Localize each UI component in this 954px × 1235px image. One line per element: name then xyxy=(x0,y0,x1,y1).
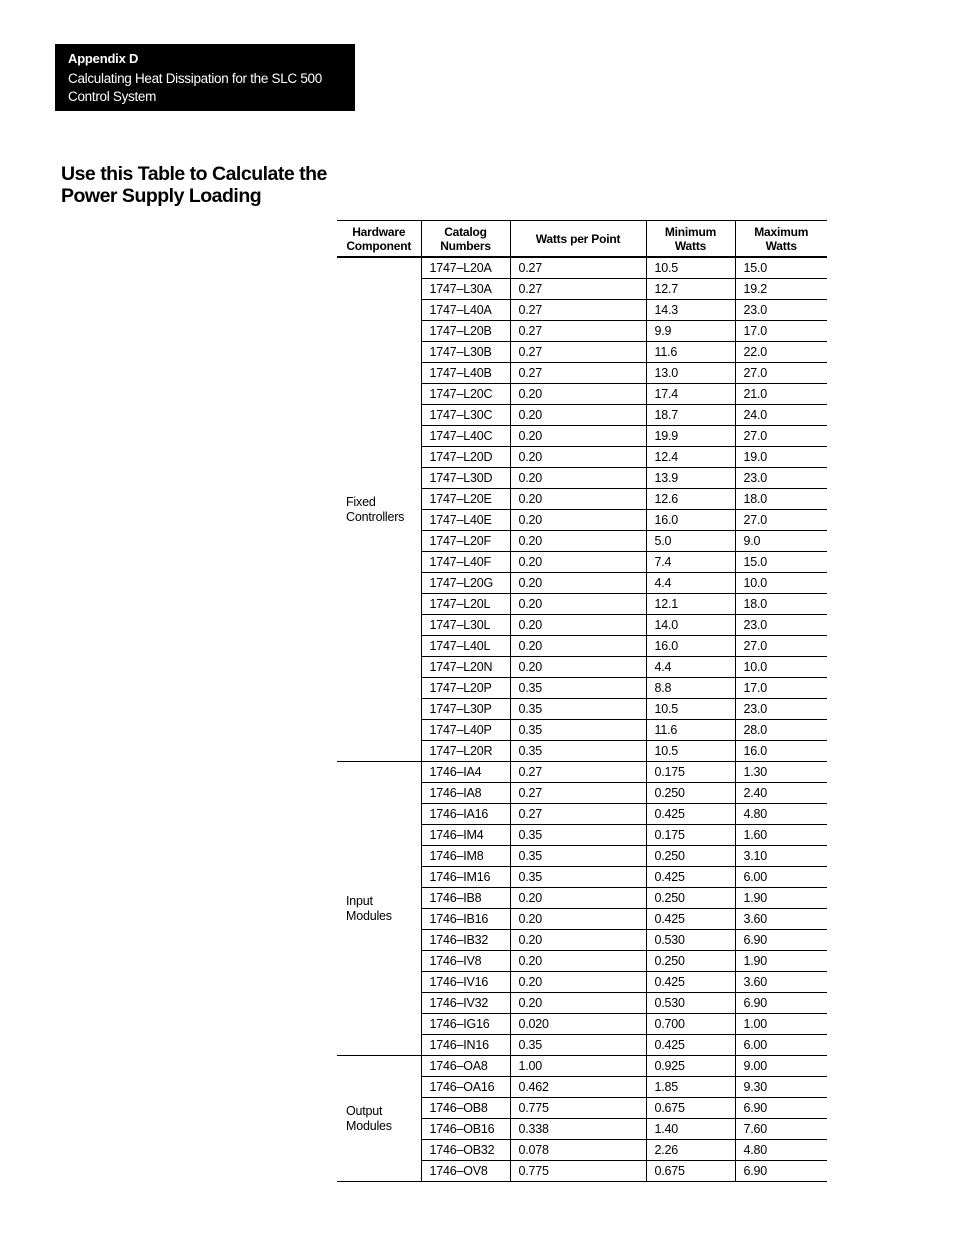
maximum-watts-cell: 10.0 xyxy=(735,657,827,678)
minimum-watts-cell: 5.0 xyxy=(646,531,735,552)
watts-per-point-cell: 0.20 xyxy=(510,594,646,615)
minimum-watts-cell: 0.700 xyxy=(646,1014,735,1035)
watts-per-point-cell: 0.27 xyxy=(510,342,646,363)
minimum-watts-cell: 1.85 xyxy=(646,1077,735,1098)
group-label-cell xyxy=(337,762,421,1056)
watts-per-point-cell: 0.20 xyxy=(510,930,646,951)
maximum-watts-cell: 1.00 xyxy=(735,1014,827,1035)
minimum-watts-cell: 18.7 xyxy=(646,405,735,426)
watts-per-point-cell: 0.35 xyxy=(510,846,646,867)
catalog-number-cell: 1747–L40F xyxy=(421,552,510,573)
minimum-watts-cell: 14.0 xyxy=(646,615,735,636)
watts-per-point-cell: 0.35 xyxy=(510,867,646,888)
maximum-watts-cell: 1.30 xyxy=(735,762,827,783)
catalog-number-cell: 1746–IV32 xyxy=(421,993,510,1014)
maximum-watts-cell: 6.90 xyxy=(735,993,827,1014)
maximum-watts-cell: 10.0 xyxy=(735,573,827,594)
minimum-watts-cell: 13.0 xyxy=(646,363,735,384)
minimum-watts-cell: 16.0 xyxy=(646,636,735,657)
minimum-watts-cell: 0.425 xyxy=(646,1035,735,1056)
watts-per-point-cell: 0.27 xyxy=(510,321,646,342)
watts-per-point-cell: 1.00 xyxy=(510,1056,646,1077)
watts-per-point-cell: 0.775 xyxy=(510,1161,646,1182)
header-hardware-component xyxy=(337,221,421,258)
minimum-watts-cell: 0.250 xyxy=(646,846,735,867)
minimum-watts-cell: 0.175 xyxy=(646,825,735,846)
watts-per-point-cell: 0.35 xyxy=(510,825,646,846)
watts-per-point-cell: 0.338 xyxy=(510,1119,646,1140)
maximum-watts-cell: 4.80 xyxy=(735,1140,827,1161)
catalog-number-cell: 1746–IA8 xyxy=(421,783,510,804)
maximum-watts-cell: 23.0 xyxy=(735,615,827,636)
catalog-number-cell: 1746–OA16 xyxy=(421,1077,510,1098)
catalog-number-cell: 1747–L20F xyxy=(421,531,510,552)
minimum-watts-cell: 0.425 xyxy=(646,804,735,825)
minimum-watts-cell: 1.40 xyxy=(646,1119,735,1140)
catalog-number-cell: 1746–OB8 xyxy=(421,1098,510,1119)
minimum-watts-cell: 13.9 xyxy=(646,468,735,489)
appendix-title-line1: Calculating Heat Dissipation for the SLC 500 xyxy=(68,71,322,86)
watts-per-point-cell: 0.20 xyxy=(510,951,646,972)
maximum-watts-cell: 28.0 xyxy=(735,720,827,741)
section-title-line1: Use this Table to Calculate the xyxy=(61,163,327,185)
watts-per-point-cell: 0.20 xyxy=(510,426,646,447)
maximum-watts-cell: 2.40 xyxy=(735,783,827,804)
header-maximum-watts-line: Watts xyxy=(765,238,797,253)
watts-per-point-cell: 0.35 xyxy=(510,678,646,699)
table-body xyxy=(337,257,827,1182)
catalog-number-cell: 1746–OB32 xyxy=(421,1140,510,1161)
catalog-number-cell: 1747–L20A xyxy=(421,257,510,279)
minimum-watts-cell: 8.8 xyxy=(646,678,735,699)
watts-per-point-cell: 0.35 xyxy=(510,1035,646,1056)
maximum-watts-cell: 22.0 xyxy=(735,342,827,363)
header-watts-per-point xyxy=(510,221,646,258)
watts-per-point-cell: 0.20 xyxy=(510,972,646,993)
catalog-number-cell: 1747–L20P xyxy=(421,678,510,699)
minimum-watts-cell: 0.250 xyxy=(646,888,735,909)
minimum-watts-cell: 7.4 xyxy=(646,552,735,573)
catalog-number-cell: 1746–IM16 xyxy=(421,867,510,888)
watts-per-point-cell: 0.20 xyxy=(510,531,646,552)
watts-per-point-cell: 0.20 xyxy=(510,573,646,594)
group-label-line: Fixed xyxy=(346,494,376,509)
minimum-watts-cell: 12.7 xyxy=(646,279,735,300)
maximum-watts-cell: 1.60 xyxy=(735,825,827,846)
maximum-watts-cell: 6.90 xyxy=(735,930,827,951)
catalog-number-cell: 1747–L20E xyxy=(421,489,510,510)
watts-per-point-cell: 0.27 xyxy=(510,783,646,804)
maximum-watts-cell: 6.00 xyxy=(735,1035,827,1056)
minimum-watts-cell: 11.6 xyxy=(646,342,735,363)
appendix-header xyxy=(55,44,355,111)
maximum-watts-cell: 1.90 xyxy=(735,951,827,972)
minimum-watts-cell: 10.5 xyxy=(646,699,735,720)
watts-per-point-cell: 0.775 xyxy=(510,1098,646,1119)
minimum-watts-cell: 10.5 xyxy=(646,741,735,762)
catalog-number-cell: 1746–IA16 xyxy=(421,804,510,825)
maximum-watts-cell: 1.90 xyxy=(735,888,827,909)
maximum-watts-cell: 9.0 xyxy=(735,531,827,552)
watts-per-point-cell: 0.462 xyxy=(510,1077,646,1098)
appendix-label: Appendix D xyxy=(68,51,139,66)
catalog-number-cell: 1747–L20B xyxy=(421,321,510,342)
header-maximum-watts-line: Maximum xyxy=(754,224,809,239)
catalog-number-cell: 1747–L20C xyxy=(421,384,510,405)
group-label-line: Modules xyxy=(346,908,392,923)
maximum-watts-cell: 24.0 xyxy=(735,405,827,426)
maximum-watts-cell: 7.60 xyxy=(735,1119,827,1140)
minimum-watts-cell: 9.9 xyxy=(646,321,735,342)
maximum-watts-cell: 21.0 xyxy=(735,384,827,405)
catalog-number-cell: 1746–OB16 xyxy=(421,1119,510,1140)
section-title xyxy=(61,163,341,207)
header-catalog-numbers-line: Catalog xyxy=(444,224,487,239)
catalog-number-cell: 1747–L40P xyxy=(421,720,510,741)
catalog-number-cell: 1747–L40B xyxy=(421,363,510,384)
header-minimum-watts xyxy=(646,221,735,258)
catalog-number-cell: 1747–L30D xyxy=(421,468,510,489)
header-hardware-component-line: Component xyxy=(346,238,412,253)
minimum-watts-cell: 0.425 xyxy=(646,909,735,930)
catalog-number-cell: 1747–L20G xyxy=(421,573,510,594)
maximum-watts-cell: 6.90 xyxy=(735,1098,827,1119)
minimum-watts-cell: 0.425 xyxy=(646,972,735,993)
maximum-watts-cell: 18.0 xyxy=(735,489,827,510)
maximum-watts-cell: 19.2 xyxy=(735,279,827,300)
header-minimum-watts-line: Minimum xyxy=(664,224,717,239)
minimum-watts-cell: 0.175 xyxy=(646,762,735,783)
watts-per-point-cell: 0.27 xyxy=(510,279,646,300)
watts-per-point-cell: 0.20 xyxy=(510,405,646,426)
maximum-watts-cell: 19.0 xyxy=(735,447,827,468)
watts-per-point-cell: 0.20 xyxy=(510,993,646,1014)
catalog-number-cell: 1746–IA4 xyxy=(421,762,510,783)
maximum-watts-cell: 27.0 xyxy=(735,510,827,531)
catalog-number-cell: 1746–IM4 xyxy=(421,825,510,846)
maximum-watts-cell: 23.0 xyxy=(735,468,827,489)
catalog-number-cell: 1747–L20D xyxy=(421,447,510,468)
minimum-watts-cell: 0.925 xyxy=(646,1056,735,1077)
maximum-watts-cell: 23.0 xyxy=(735,699,827,720)
maximum-watts-cell: 3.60 xyxy=(735,909,827,930)
maximum-watts-cell: 27.0 xyxy=(735,363,827,384)
watts-per-point-cell: 0.27 xyxy=(510,363,646,384)
catalog-number-cell: 1746–OV8 xyxy=(421,1161,510,1182)
minimum-watts-cell: 0.530 xyxy=(646,993,735,1014)
watts-per-point-cell: 0.27 xyxy=(510,300,646,321)
group-label-cell xyxy=(337,257,421,762)
maximum-watts-cell: 3.60 xyxy=(735,972,827,993)
minimum-watts-cell: 12.1 xyxy=(646,594,735,615)
catalog-number-cell: 1747–L40L xyxy=(421,636,510,657)
catalog-number-cell: 1747–L30A xyxy=(421,279,510,300)
maximum-watts-cell: 16.0 xyxy=(735,741,827,762)
minimum-watts-cell: 0.675 xyxy=(646,1161,735,1182)
watts-per-point-cell: 0.20 xyxy=(510,468,646,489)
watts-per-point-cell: 0.35 xyxy=(510,699,646,720)
maximum-watts-cell: 27.0 xyxy=(735,426,827,447)
watts-per-point-cell: 0.20 xyxy=(510,384,646,405)
maximum-watts-cell: 18.0 xyxy=(735,594,827,615)
table-row xyxy=(337,762,827,783)
minimum-watts-cell: 0.250 xyxy=(646,783,735,804)
watts-per-point-cell: 0.20 xyxy=(510,552,646,573)
minimum-watts-cell: 12.6 xyxy=(646,489,735,510)
minimum-watts-cell: 0.530 xyxy=(646,930,735,951)
watts-per-point-cell: 0.27 xyxy=(510,257,646,279)
catalog-number-cell: 1747–L30P xyxy=(421,699,510,720)
watts-per-point-cell: 0.20 xyxy=(510,447,646,468)
appendix-title xyxy=(68,70,342,106)
catalog-number-cell: 1747–L40C xyxy=(421,426,510,447)
watts-per-point-cell: 0.020 xyxy=(510,1014,646,1035)
catalog-number-cell: 1747–L20N xyxy=(421,657,510,678)
watts-per-point-cell: 0.27 xyxy=(510,804,646,825)
minimum-watts-cell: 12.4 xyxy=(646,447,735,468)
group-label-line: Input xyxy=(346,893,373,908)
catalog-number-cell: 1746–IB16 xyxy=(421,909,510,930)
minimum-watts-cell: 10.5 xyxy=(646,257,735,279)
table-header-row xyxy=(337,221,827,258)
watts-per-point-cell: 0.20 xyxy=(510,636,646,657)
minimum-watts-cell: 2.26 xyxy=(646,1140,735,1161)
watts-per-point-cell: 0.35 xyxy=(510,741,646,762)
minimum-watts-cell: 19.9 xyxy=(646,426,735,447)
header-catalog-numbers-line: Numbers xyxy=(440,238,491,253)
catalog-number-cell: 1746–IB8 xyxy=(421,888,510,909)
header-watts-per-point-line: Watts per Point xyxy=(535,231,621,246)
header-maximum-watts xyxy=(735,221,827,258)
watts-per-point-cell: 0.35 xyxy=(510,720,646,741)
table-row xyxy=(337,1056,827,1077)
table-row xyxy=(337,257,827,279)
minimum-watts-cell: 17.4 xyxy=(646,384,735,405)
minimum-watts-cell: 0.250 xyxy=(646,951,735,972)
header-minimum-watts-line: Watts xyxy=(674,238,707,253)
maximum-watts-cell: 17.0 xyxy=(735,321,827,342)
watts-per-point-cell: 0.078 xyxy=(510,1140,646,1161)
catalog-number-cell: 1746–IB32 xyxy=(421,930,510,951)
catalog-number-cell: 1746–IM8 xyxy=(421,846,510,867)
power-supply-loading-table xyxy=(337,220,827,1182)
catalog-number-cell: 1747–L30C xyxy=(421,405,510,426)
catalog-number-cell: 1747–L30L xyxy=(421,615,510,636)
maximum-watts-cell: 15.0 xyxy=(735,552,827,573)
maximum-watts-cell: 17.0 xyxy=(735,678,827,699)
group-label-line: Controllers xyxy=(346,509,405,524)
maximum-watts-cell: 9.00 xyxy=(735,1056,827,1077)
maximum-watts-cell: 4.80 xyxy=(735,804,827,825)
catalog-number-cell: 1747–L40E xyxy=(421,510,510,531)
minimum-watts-cell: 4.4 xyxy=(646,657,735,678)
minimum-watts-cell: 4.4 xyxy=(646,573,735,594)
maximum-watts-cell: 3.10 xyxy=(735,846,827,867)
catalog-number-cell: 1746–IV16 xyxy=(421,972,510,993)
group-label-cell xyxy=(337,1056,421,1182)
catalog-number-cell: 1746–IV8 xyxy=(421,951,510,972)
maximum-watts-cell: 23.0 xyxy=(735,300,827,321)
maximum-watts-cell: 15.0 xyxy=(735,257,827,279)
catalog-number-cell: 1747–L20R xyxy=(421,741,510,762)
group-label-line: Modules xyxy=(346,1118,392,1133)
catalog-number-cell: 1747–L40A xyxy=(421,300,510,321)
watts-per-point-cell: 0.20 xyxy=(510,615,646,636)
watts-per-point-cell: 0.20 xyxy=(510,909,646,930)
catalog-number-cell: 1746–OA8 xyxy=(421,1056,510,1077)
header-catalog-numbers xyxy=(421,221,510,258)
maximum-watts-cell: 27.0 xyxy=(735,636,827,657)
section-title-line2: Power Supply Loading xyxy=(61,185,262,207)
minimum-watts-cell: 16.0 xyxy=(646,510,735,531)
watts-per-point-cell: 0.20 xyxy=(510,510,646,531)
group-label-line: Output xyxy=(346,1103,383,1118)
watts-per-point-cell: 0.20 xyxy=(510,888,646,909)
appendix-title-line2: Control System xyxy=(68,89,157,104)
catalog-number-cell: 1747–L20L xyxy=(421,594,510,615)
minimum-watts-cell: 11.6 xyxy=(646,720,735,741)
minimum-watts-cell: 14.3 xyxy=(646,300,735,321)
table-header xyxy=(337,221,827,258)
watts-per-point-cell: 0.20 xyxy=(510,657,646,678)
watts-per-point-cell: 0.27 xyxy=(510,762,646,783)
catalog-number-cell: 1747–L30B xyxy=(421,342,510,363)
minimum-watts-cell: 0.675 xyxy=(646,1098,735,1119)
maximum-watts-cell: 6.90 xyxy=(735,1161,827,1182)
maximum-watts-cell: 6.00 xyxy=(735,867,827,888)
minimum-watts-cell: 0.425 xyxy=(646,867,735,888)
catalog-number-cell: 1746–IN16 xyxy=(421,1035,510,1056)
watts-per-point-cell: 0.20 xyxy=(510,489,646,510)
catalog-number-cell: 1746–IG16 xyxy=(421,1014,510,1035)
maximum-watts-cell: 9.30 xyxy=(735,1077,827,1098)
header-hardware-component-line: Hardware xyxy=(352,224,406,239)
